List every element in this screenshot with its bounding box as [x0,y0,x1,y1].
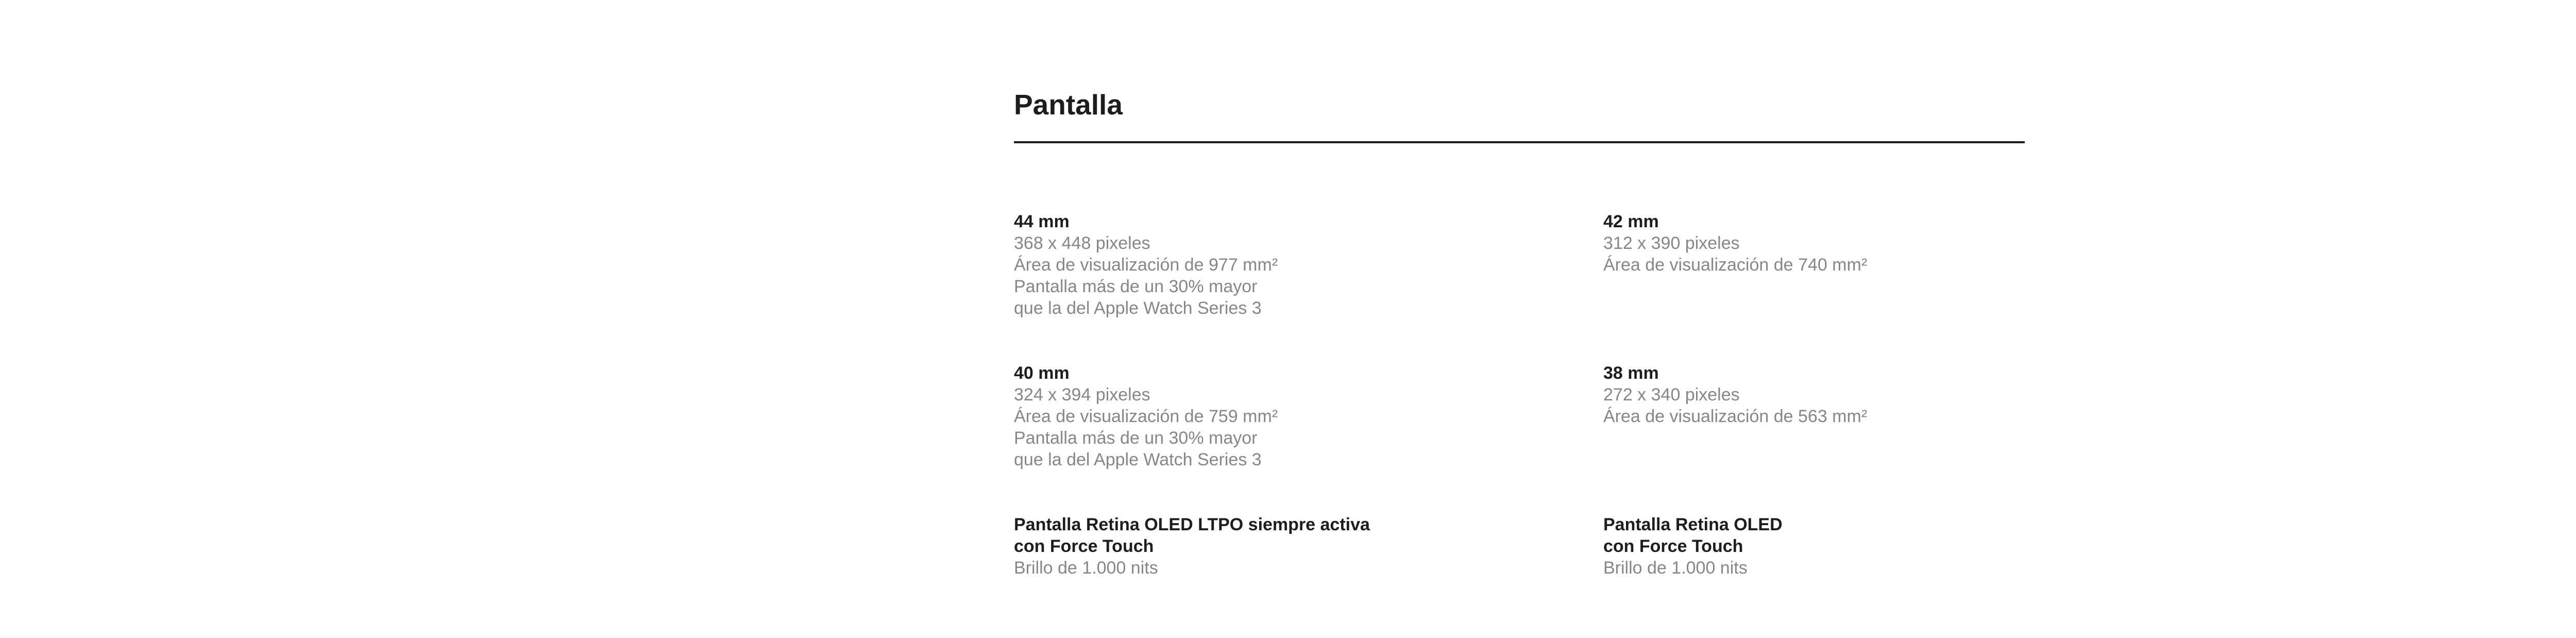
spec-heading-cont: con Force Touch [1014,536,1154,556]
spec-comparison: Pantalla más de un 30% mayor [1014,277,1258,296]
spec-heading: 44 mm [1014,212,1070,231]
spec-item-42mm [1603,211,2026,276]
spec-resolution: 324 x 394 pixeles [1014,385,1150,405]
spec-item-retina-ltpo [1014,514,1581,579]
spec-heading: Pantalla Retina OLED [1603,515,1783,534]
spec-brightness: Brillo de 1.000 nits [1014,558,1158,578]
spec-heading: Pantalla Retina OLED LTPO siempre activa [1014,515,1370,534]
spec-display-area: Área de visualización de 740 mm² [1603,255,1868,275]
spec-resolution: 368 x 448 pixeles [1014,233,1150,253]
spec-item-retina-oled [1603,514,2026,579]
spec-item-38mm [1603,362,2026,427]
spec-heading-cont: con Force Touch [1603,536,1743,556]
spec-heading: 40 mm [1014,363,1070,383]
spec-heading: 42 mm [1603,212,1659,231]
section-title: Pantalla [1014,89,1123,121]
spec-comparison-cont: que la del Apple Watch Series 3 [1014,450,1262,469]
section-divider [1014,141,2025,143]
spec-comparison: Pantalla más de un 30% mayor [1014,428,1258,448]
spec-brightness: Brillo de 1.000 nits [1603,558,1748,578]
spec-item-40mm [1014,362,1581,471]
spec-display-area: Área de visualización de 563 mm² [1603,407,1868,426]
spec-item-44mm [1014,211,1581,319]
spec-display-area: Área de visualización de 977 mm² [1014,255,1278,275]
spec-comparison-cont: que la del Apple Watch Series 3 [1014,298,1262,318]
spec-display-area: Área de visualización de 759 mm² [1014,407,1278,426]
spec-resolution: 312 x 390 pixeles [1603,233,1740,253]
spec-heading: 38 mm [1603,363,1659,383]
spec-resolution: 272 x 340 pixeles [1603,385,1740,405]
